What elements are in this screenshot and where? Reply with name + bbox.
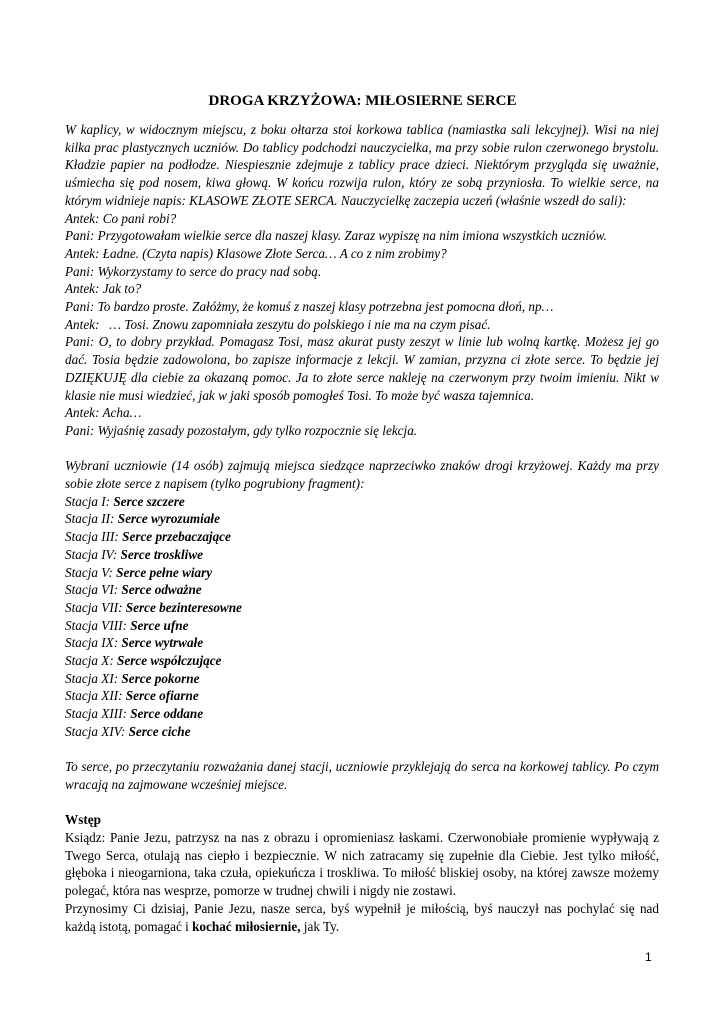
dialogue-line-4: Pani: Wykorzystamy to serce do pracy nad sobą. [65,263,322,279]
main-content [65,121,659,935]
station-item: Stacja XIII: Serce oddane [65,706,204,722]
page-number: 1 [645,950,652,964]
station-item: Stacja I: Serce szczere [65,493,185,509]
station-item: Stacja XIV: Serce ciche [65,723,191,739]
dialogue-line-7: Antek: … Tosi. Znowu zapomniała zeszytu do polskiego i nie ma na czym pisać. [65,316,491,332]
station-item: Stacja X: Serce współczujące [65,653,222,669]
dialogue-line-10: Pani: Wyjaśnię zasady pozostałym, gdy tylko rozpocznie się lekcja. [65,422,418,438]
document-title: DROGA KRZYŻOWA: MIŁOSIERNE SERCE [208,93,517,109]
station-item: Stacja VIII: Serce ufne [65,617,189,633]
stations-intro: Wybrani uczniowie (14 osób) zajmują miejsca siedzące naprzeciwko znaków drogi krzyżowej. Każdy ma przy sobie złote serce z napisem (tylko pogrubiony fragment): [65,458,659,492]
dialogue-line-6: Pani: To bardzo proste. Załóżmy, że komuś z naszej klasy potrzebna jest pomocna dłoń, np… [65,299,554,315]
stations-outro: To serce, po przeczytaniu rozważania danej stacji, uczniowie przyklejają do serca na korkowej tablicy. Po czym wracają na zajmowane wcześniej miejsce. [65,759,659,792]
station-item: Stacja VII: Serce bezinteresowne [65,599,242,615]
station-item: Stacja VI: Serce odważne [65,582,202,598]
dialogue-line-2: Pani: Przygotowałam wielkie serce dla naszej klasy. Zaraz wypiszę na nim imiona wszystkich uczniów. [65,228,607,244]
dialogue-line-3: Antek: Ładne. (Czyta napis) Klasowe Złote Serca… A co z nim zrobimy? [65,245,447,261]
station-item: Stacja II: Serce wyrozumiałe [65,511,220,527]
station-item: Stacja XII: Serce ofiarne [65,688,199,704]
wstep-paragraph-1: Ksiądz: Panie Jezu, patrzysz na nas z obrazu i opromieniasz łaskami. Czerwonobiałe promienie wypływają z Twego Serca, otulają nas ciepło i bezpiecznie. W nich zatracamy się zupełnie dla Ciebie. Jest tylko miłość, głęboka i nieogarniona, taka czuła, opiekuńcza i troskliwa. To miłość bliskiej osoby, na której zawsze możemy polegać, która nas wesprze, pomorze w trudnej chwili i nigdy nie zostawi. [65,830,659,899]
station-item: Stacja IX: Serce wytrwałe [65,635,204,651]
dialogue-line-9: Antek: Acha… [65,405,142,421]
dialogue-line-8: Pani: O, to dobry przykład. Pomagasz Tosi, masz akurat pusty zeszyt w linie lub wolną kartkę. Możesz jej go dać. Tosia będzie zadowolona, bo zapisze informacje z lekcji. W zamian, przyzna ci złote serce. To będzie jej DZIĘKUJĘ dla ciebie za okazaną pomoc. Ja to złote serce nakleję na czerwonym przy twoim imieniu. Nikt w klasie nie musi wiedzieć, jak w jaki sposób pomogłeś Tosi. To może być wasza tajemnica. [65,334,659,403]
stations-list [65,493,659,741]
station-item: Stacja XI: Serce pokorne [65,670,200,686]
intro-paragraph: W kaplicy, w widocznym miejscu, z boku ołtarza stoi korkowa tablica (namiastka sali lekcyjnej). Wisi na niej kilka prac plastycznych uczniów. Do tablicy podchodzi nauczycielka, ma przy sobie rulon czerwonego brystolu. Kładzie papier na podłodze. Niespiesznie zdejmuje z tablicy prace dzieci. Niektórym przygląda się uważnie, uśmiecha się pod nosem, kiwa głową. W końcu rozwija rulon, który ze sobą przyniosła. To wielkie serce, na którym widnieje napis: KLASOWE ZŁOTE SERCA. Nauczycielkę zaczepia uczeń (właśnie wszedł do sali): [65,122,659,208]
station-item: Stacja III: Serce przebaczające [65,529,231,545]
section-heading-wstep: Wstęp [65,812,101,828]
spacer [65,794,659,812]
dialogue-line-1: Antek: Co pani robi? [65,210,177,226]
emphasis-text: kochać miłosiernie, [192,918,301,934]
station-item: Stacja IV: Serce troskliwe [65,546,203,562]
spacer [65,440,659,458]
dialogue-line-5: Antek: Jak to? [65,281,142,297]
spacer [65,741,659,759]
wstep-paragraph-2: Przynosimy Ci dzisiaj, Panie Jezu, nasze serca, byś wypełnił je miłością, byś nauczył nas pochylać się nad każdą istotą, pomagać i kochać miłosiernie, jak Ty. [65,900,659,934]
station-item: Stacja V: Serce pełne wiary [65,564,213,580]
